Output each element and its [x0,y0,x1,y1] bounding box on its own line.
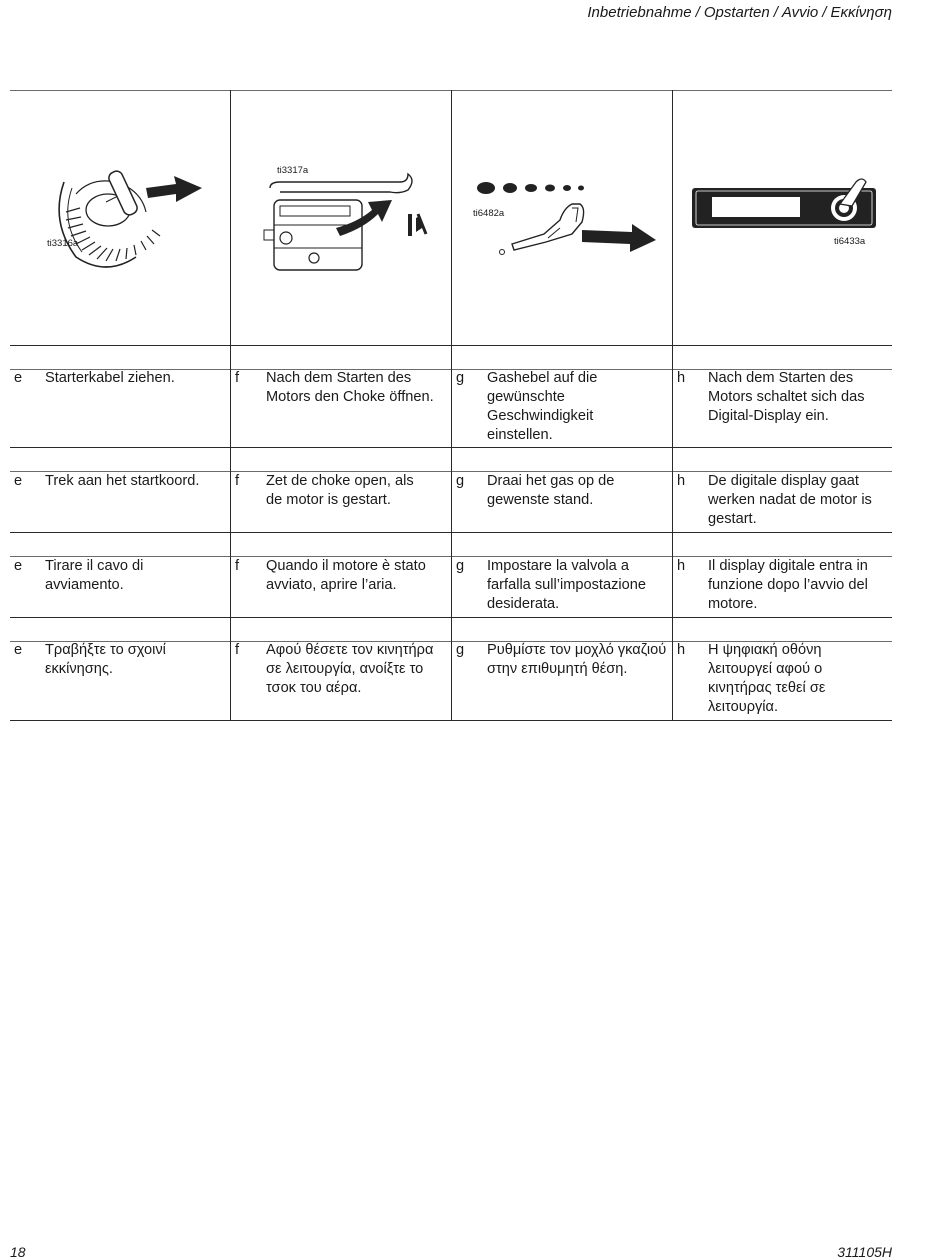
page-header [587,4,892,21]
step-letter: f [235,558,240,574]
step-letter: e [14,370,23,386]
header-separator: / [773,4,778,21]
figure-label: ti3317a [277,165,309,176]
step-text: Il display digitale entra in funzione dopo l’avvio del motore. [708,558,868,612]
page-number: 18 [10,1244,26,1260]
throttle-lever-illustration [472,178,657,268]
step-text: Gashebel auf die gewünschte Geschwindigkeit einstellen. [487,370,598,443]
step-letter: g [456,558,465,574]
step-text: De digitale display gaat werken nadat de motor is gestart. [708,473,872,527]
step-letter: h [677,558,686,574]
step-letter: h [677,642,686,658]
column-divider [672,90,673,720]
header-separator: / [695,4,700,21]
step-text: Αφού θέσετε τον κινητήρα σε λειτουργία, ανοίξτε το τσοκ του αέρα. [266,642,434,696]
step-text: Draai het gas op de gewenste stand. [487,473,615,508]
column-divider [230,90,231,720]
pull-starter-cord-illustration [46,162,206,272]
step-letter: f [235,370,240,386]
step-letter: h [677,473,686,489]
step-letter: g [456,370,465,386]
step-letter: e [14,642,23,658]
step-text: Ρυθμίστε τον μοχλό γκαζιού στην επιθυμητή θέση. [487,642,667,677]
step-text: Nach dem Starten des Motors schaltet sich das Digital-Display ein. [708,370,865,424]
step-text: Η ψηφιακή οθόνη λειτουργεί αφού ο κινητήρας τεθεί σε λειτουργία. [708,642,826,715]
column-divider [451,90,452,720]
header-section-el: Εκκίνηση [830,4,892,21]
step-text: Starterkabel ziehen. [45,370,175,386]
document-number: 311105H [837,1244,892,1260]
figure-label: ti6482a [473,208,505,219]
step-text: Impostare la valvola a farfalla sull’impostazione desiderata. [487,558,646,612]
step-letter: e [14,558,23,574]
step-text: Trek aan het startkoord. [45,473,200,489]
step-letter: g [456,642,465,658]
step-text: Tirare il cavo di avviamento. [45,558,144,593]
step-letter: h [677,370,686,386]
header-section-de: Inbetriebnahme [587,4,692,21]
header-section-it: Avvio [781,4,819,21]
table-rule [10,720,892,721]
step-letter: f [235,473,240,489]
step-letter: g [456,473,465,489]
step-text: Quando il motore è stato avviato, aprire l’aria. [266,558,426,593]
step-letter: e [14,473,23,489]
open-choke-illustration [260,170,435,275]
step-letter: f [235,642,240,658]
step-text: Zet de choke open, als de motor is gestart. [266,473,414,508]
figure-label: ti3316a [47,238,79,249]
digital-display-illustration [690,176,880,236]
header-separator: / [822,4,827,21]
step-text: Τραβήξτε το σχοινί εκκίνησης. [45,642,166,677]
step-text: Nach dem Starten des Motors den Choke öffnen. [266,370,434,405]
header-section-nl: Opstarten [703,4,770,21]
figure-label: ti6433a [834,236,866,247]
